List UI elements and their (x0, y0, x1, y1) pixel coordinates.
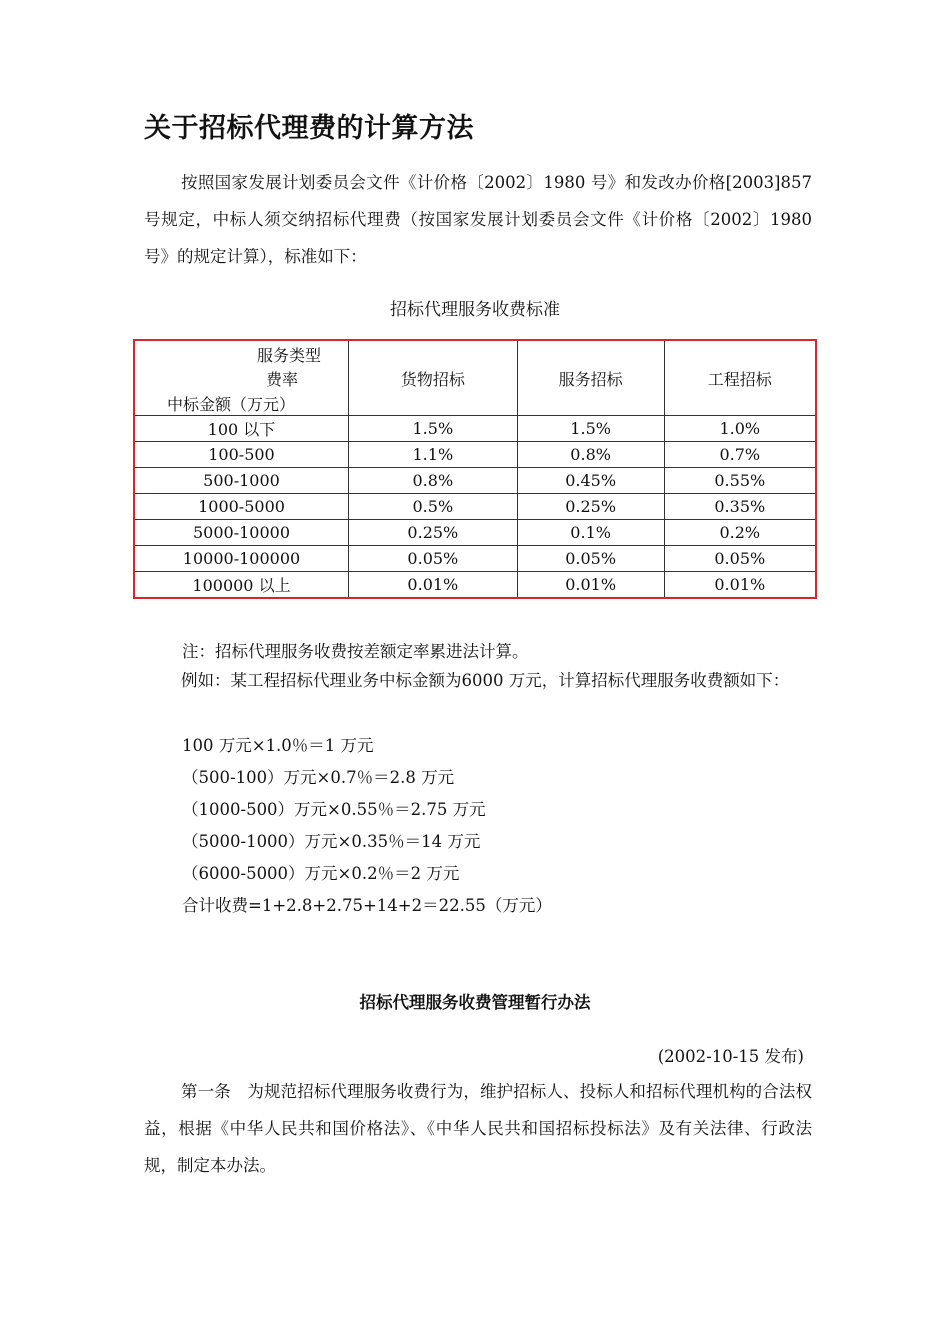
engineering-rate-cell: 0.35% (664, 494, 816, 520)
table-corner-cell (134, 340, 349, 416)
column-header-engineering: 工程招标 (664, 340, 816, 416)
calc-line: 100 万元×1.0％＝1 万元 (182, 736, 374, 755)
engineering-rate-cell: 1.0% (664, 416, 816, 442)
column-header-service: 服务招标 (517, 340, 664, 416)
table-row (134, 520, 816, 546)
service-rate-cell: 0.25% (517, 494, 664, 520)
service-rate-cell: 0.1% (517, 520, 664, 546)
corner-rate-label: 费率 (266, 370, 299, 389)
goods-rate-cell: 0.8% (349, 468, 518, 494)
fee-rate-table (133, 339, 817, 599)
engineering-rate-cell: 0.7% (664, 442, 816, 468)
service-rate-cell: 1.5% (517, 416, 664, 442)
calc-total-line: 合计收费=1+2.8+2.75+14+2＝22.55（万元） (182, 896, 552, 915)
table-row (134, 442, 816, 468)
engineering-rate-cell: 0.01% (664, 572, 816, 599)
service-rate-cell: 0.01% (517, 572, 664, 599)
article-1-paragraph: 第一条 为规范招标代理服务收费行为，维护招标人、投标人和招标代理机构的合法权益，根据《中华人民共和国价格法》、《中华人民共和国招标投标法》及有关法律、行政法规，制定本办法。 (144, 1082, 812, 1175)
document-title: 关于招标代理费的计算方法 (144, 113, 474, 144)
example-paragraph: 例如：某工程招标代理业务中标金额为6000 万元，计算招标代理服务收费额如下： (181, 671, 790, 690)
table-row (134, 494, 816, 520)
engineering-rate-cell: 0.55% (664, 468, 816, 494)
calc-line: （1000-500）万元×0.55％＝2.75 万元 (182, 800, 486, 819)
calc-line: （5000-1000）万元×0.35％＝14 万元 (182, 832, 481, 851)
engineering-rate-cell: 0.2% (664, 520, 816, 546)
table-caption: 招标代理服务收费标准 (390, 300, 560, 320)
range-cell: 100 以下 (134, 416, 349, 442)
section-date: (2002-10-15 发布) (657, 1047, 804, 1066)
table-row (134, 546, 816, 572)
section-title: 招标代理服务收费管理暂行办法 (359, 993, 591, 1012)
calc-line: （500-100）万元×0.7％＝2.8 万元 (182, 768, 455, 787)
range-cell: 100-500 (134, 442, 349, 468)
table-header-row (134, 340, 816, 416)
range-cell: 5000-10000 (134, 520, 349, 546)
table-row (134, 416, 816, 442)
table-row (134, 468, 816, 494)
column-header-goods: 货物招标 (349, 340, 518, 416)
calc-line: （6000-5000）万元×0.2％＝2 万元 (182, 864, 460, 883)
corner-service-type-label: 服务类型 (257, 346, 322, 365)
goods-rate-cell: 0.5% (349, 494, 518, 520)
engineering-rate-cell: 0.05% (664, 546, 816, 572)
note-text: 注：招标代理服务收费按差额定率累进法计算。 (182, 642, 529, 661)
table-row (134, 572, 816, 599)
service-rate-cell: 0.05% (517, 546, 664, 572)
intro-paragraph: 按照国家发展计划委员会文件《计价格〔2002〕1980 号》和发改办价格[2003]857号规定，中标人须交纳招标代理费（按国家发展计划委员会文件《计价格〔2002〕1980 号》的规定计算），标准如下： (144, 173, 812, 266)
service-rate-cell: 0.45% (517, 468, 664, 494)
corner-amount-label: 中标金额（万元） (167, 395, 296, 414)
service-rate-cell: 0.8% (517, 442, 664, 468)
range-cell: 1000-5000 (134, 494, 349, 520)
goods-rate-cell: 1.5% (349, 416, 518, 442)
goods-rate-cell: 0.05% (349, 546, 518, 572)
goods-rate-cell: 1.1% (349, 442, 518, 468)
range-cell: 100000 以上 (134, 572, 349, 599)
goods-rate-cell: 0.01% (349, 572, 518, 599)
range-cell: 500-1000 (134, 468, 349, 494)
goods-rate-cell: 0.25% (349, 520, 518, 546)
range-cell: 10000-100000 (134, 546, 349, 572)
